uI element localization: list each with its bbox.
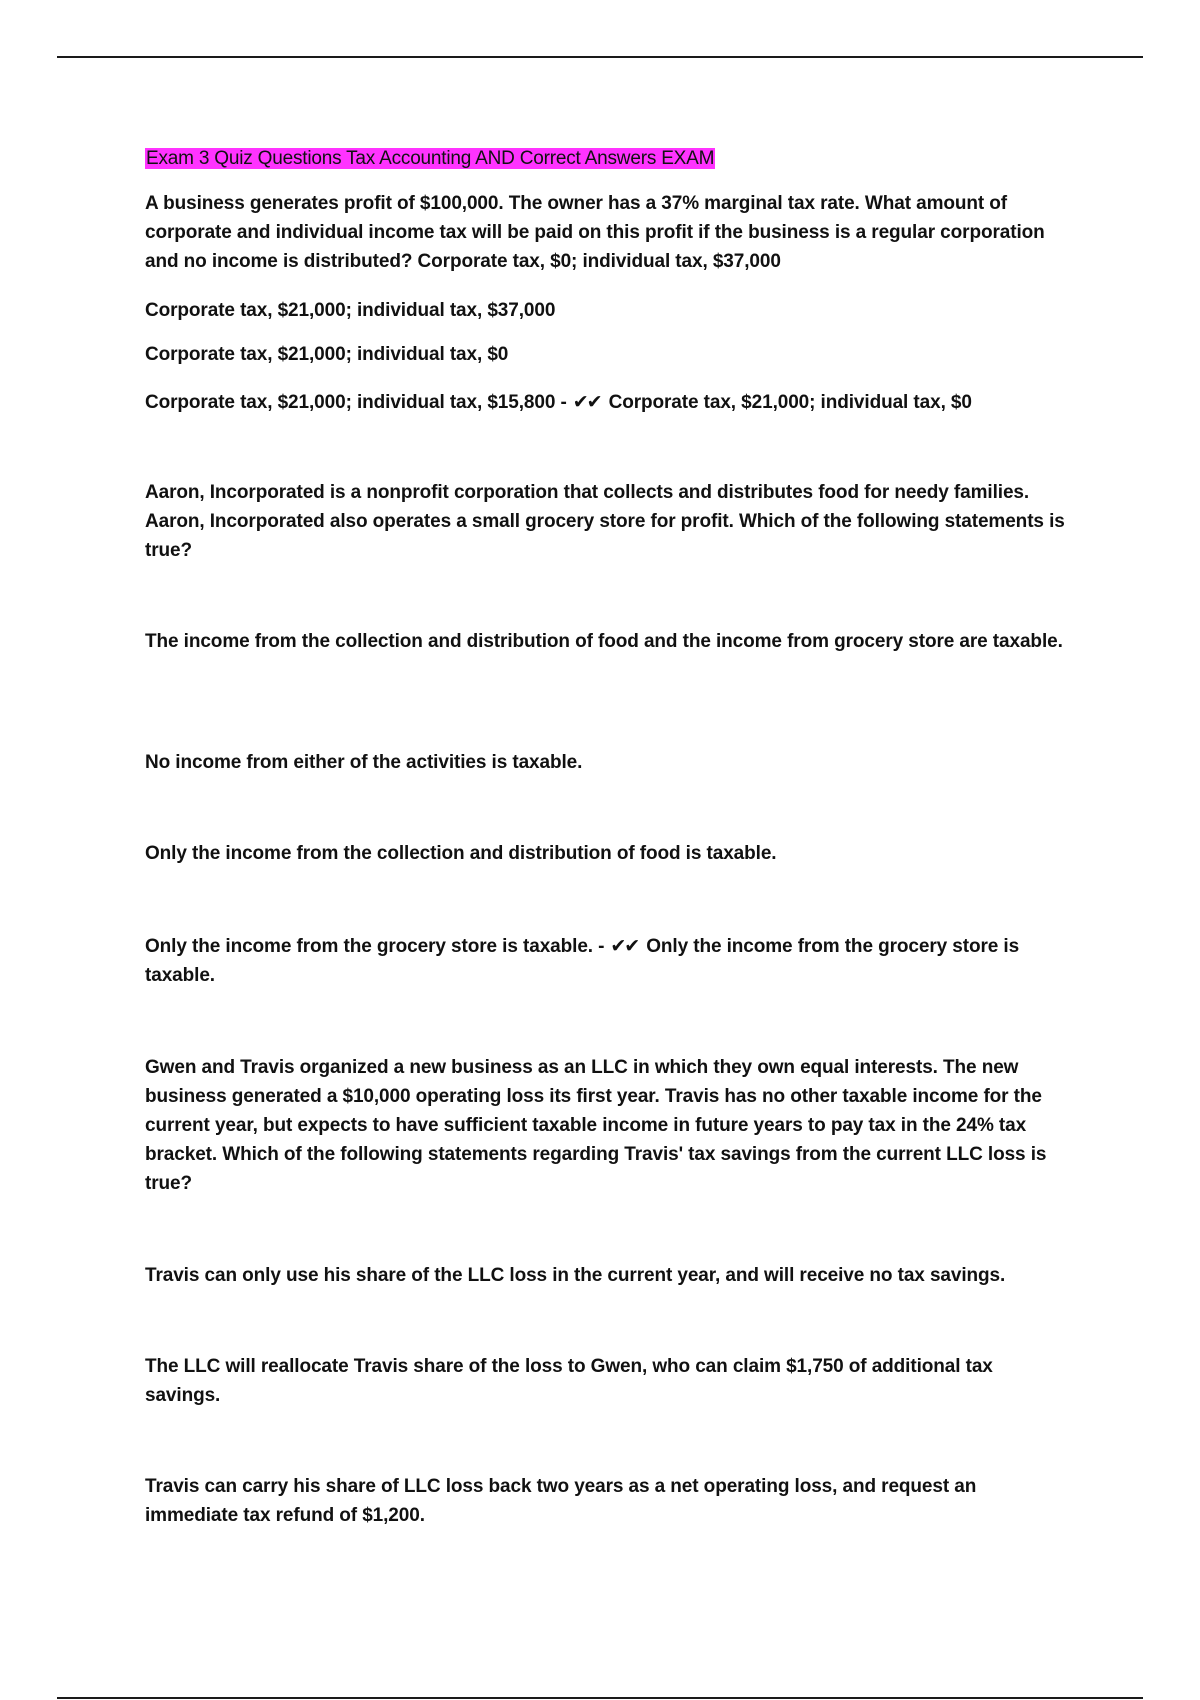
check-icon: ✔✔ xyxy=(572,392,601,413)
q2-option-d: Only the income from the grocery store is taxable. - xyxy=(145,936,605,957)
q1-option-b: Corporate tax, $21,000; individual tax, $37,000 xyxy=(145,300,556,321)
top-rule xyxy=(57,56,1143,58)
q2-option-b: No income from either of the activities is taxable. xyxy=(145,752,583,773)
q3-option-b: The LLC will reallocate Travis share of the loss to Gwen, who can claim $1,750 of additional tax savings. xyxy=(145,1356,993,1406)
q2-option-a: The income from the collection and distribution of food and the income from grocery store are taxable. xyxy=(145,631,1063,652)
q2-question: Aaron, Incorporated is a nonprofit corporation that collects and distributes food for needy families. Aaron, Incorporated also operates a small grocery store for profit. Which of the following statements is true? xyxy=(145,482,1065,561)
q1-option-c: Corporate tax, $21,000; individual tax, $0 xyxy=(145,344,509,365)
q2-option-c: Only the income from the collection and distribution of food is taxable. xyxy=(145,843,777,864)
q1-option-d-with-answer xyxy=(145,388,1065,417)
q3-question: Gwen and Travis organized a new business as an LLC in which they own equal interests. The new business generated a $10,000 operating loss its first year. Travis has no other taxable income for the current year, but expects to have sufficient taxable income in future years to pay tax in the 24% tax bracket. Which of the following statements regarding Travis' tax savings from the current LLC loss is true? xyxy=(145,1057,1047,1194)
check-icon: ✔✔ xyxy=(610,936,639,957)
q3-option-c: Travis can carry his share of LLC loss back two years as a net operating loss, and request an immediate tax refund of $1,200. xyxy=(145,1476,977,1526)
q2-answer: Only the income from the grocery store is taxable. xyxy=(145,936,1020,986)
q1-answer: Corporate tax, $21,000; individual tax, $0 xyxy=(608,392,972,413)
q1-option-d: Corporate tax, $21,000; individual tax, $15,800 - xyxy=(145,392,567,413)
document-title xyxy=(145,146,715,171)
bottom-rule xyxy=(57,1697,1143,1699)
q1-question: A business generates profit of $100,000. The owner has a 37% marginal tax rate. What amount of corporate and individual income tax will be paid on this profit if the business is a regular corporation and no income is distributed? Corporate tax, $0; individual tax, $37,000 xyxy=(145,193,1045,272)
document-title-text: Exam 3 Quiz Questions Tax Accounting AND Correct Answers EXAM xyxy=(146,148,715,169)
q3-option-a: Travis can only use his share of the LLC loss in the current year, and will receive no tax savings. xyxy=(145,1265,1006,1286)
q2-option-d-with-answer xyxy=(145,932,1065,990)
